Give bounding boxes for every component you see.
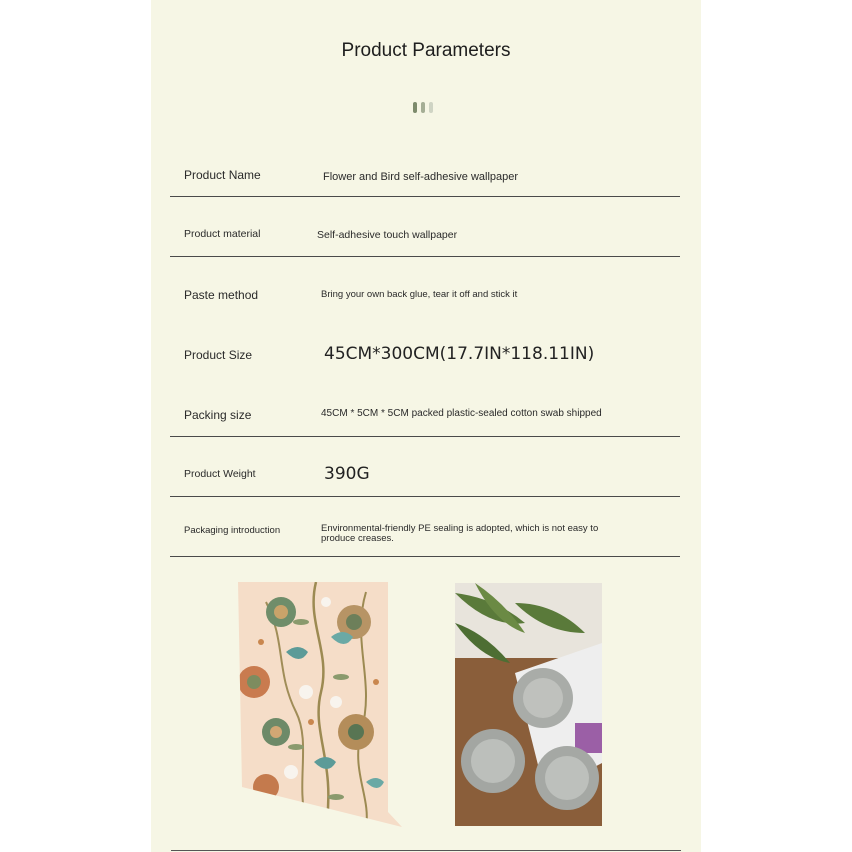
param-row-packing-size <box>170 390 680 450</box>
row-divider <box>170 496 680 497</box>
bottom-divider <box>171 850 681 851</box>
row-divider <box>170 436 680 437</box>
param-row-product-material <box>170 210 680 270</box>
param-value: Bring your own back glue, tear it off and stick it <box>321 289 518 300</box>
param-row-paste-method <box>170 270 680 330</box>
param-label: Product Name <box>184 168 261 182</box>
dot-dark <box>413 102 417 113</box>
row-divider <box>170 556 680 557</box>
row-divider <box>170 256 680 257</box>
param-value: 390G <box>324 464 370 484</box>
product-parameters-panel <box>151 0 701 852</box>
param-row-product-size <box>170 330 680 390</box>
dot-light <box>429 102 433 113</box>
decorative-dots <box>413 102 433 113</box>
dot-mid <box>421 102 425 113</box>
param-row-product-name <box>170 150 680 210</box>
param-label: Product Weight <box>184 468 256 480</box>
param-value: Environmental-friendly PE sealing is adopted, which is not easy to produce creases. <box>321 523 599 544</box>
packaged-rolls-image <box>455 583 602 826</box>
param-row-packaging-introduction <box>170 510 680 570</box>
param-value: 45CM*300CM(17.7IN*118.11IN) <box>324 344 595 364</box>
param-value: 45CM * 5CM * 5CM packed plastic-sealed cotton swab shipped <box>321 408 602 419</box>
param-value: Self-adhesive touch wallpaper <box>317 229 458 241</box>
wallpaper-sample-image <box>236 582 402 827</box>
param-label: Product Size <box>184 348 253 362</box>
param-row-product-weight <box>170 450 680 510</box>
param-label: Product material <box>184 228 261 240</box>
page-title: Product Parameters <box>341 40 511 61</box>
param-label: Paste method <box>184 288 259 302</box>
param-label: Packing size <box>184 408 252 422</box>
param-value: Flower and Bird self-adhesive wallpaper <box>323 171 519 183</box>
param-label: Packaging introduction <box>184 525 281 536</box>
row-divider <box>170 196 680 197</box>
